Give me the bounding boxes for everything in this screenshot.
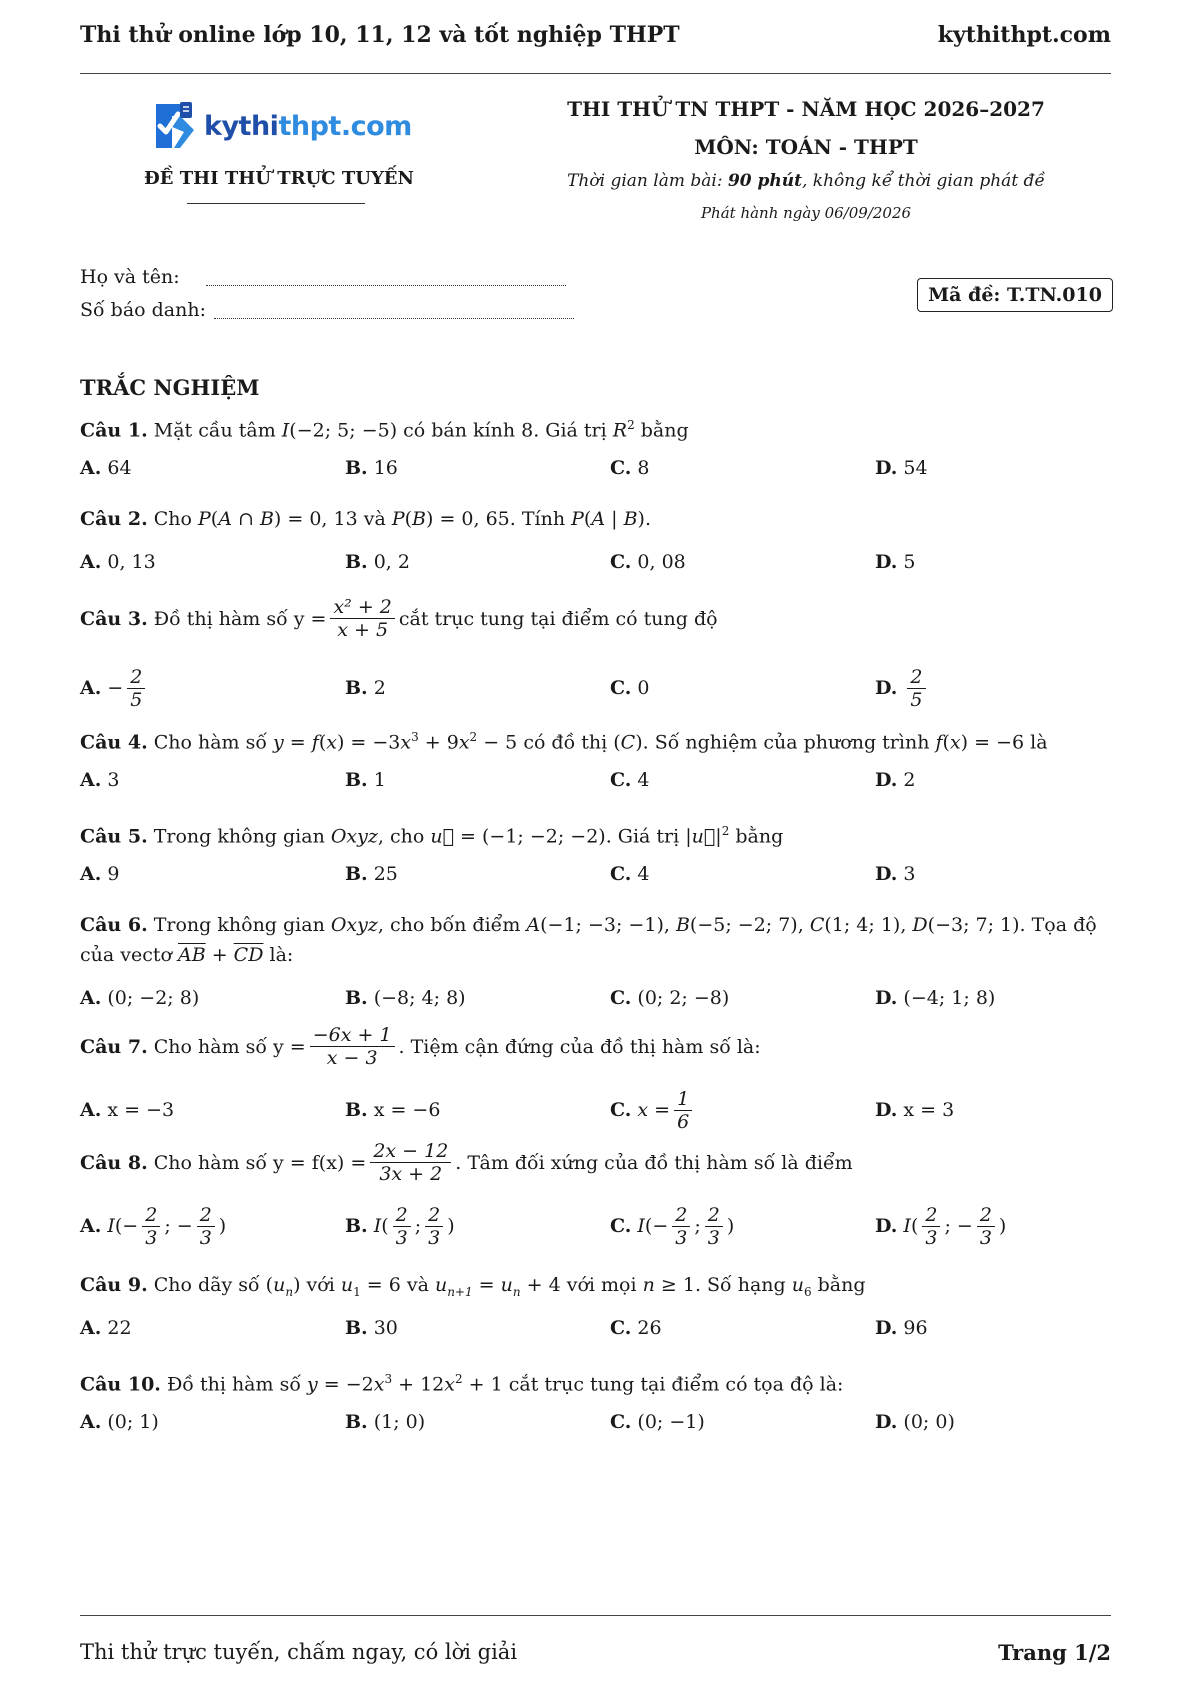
option-c[interactable]: C. I (− $\frac{2}{3}$ ; $\frac{2}{3}$ ) [610,1203,735,1249]
option-d[interactable]: D. $\frac{2}{5}$ [875,660,930,716]
question-8: Câu 8. Cho hàm số y = f(x) = $\frac{2x - 12}{3x + 2}$ . Tâm đối xứng của đồ thị hàm số là điểm [80,1140,853,1185]
logo-icon [150,100,198,152]
question-5: Câu 5. Trong không gian Oxyz, cho u⃗ = (−1; −2; −2). Giá trị $|u⃗|^2$ bằng [80,824,784,848]
exam-time: Thời gian làm bài: 90 phút, không kể thời gian phát đề [567,171,1045,191]
option-d[interactable]: D. I ( $\frac{2}{3}$ ; − $\frac{2}{3}$ ) [875,1203,1007,1249]
option-d[interactable]: D. (−4; 1; 8) [875,987,996,1009]
options-7 [80,1082,1111,1138]
option-a[interactable]: A. 9 [80,863,120,885]
options-5 [80,854,1111,894]
option-b[interactable]: B. 0, 2 [345,551,410,573]
option-d[interactable]: D. 96 [875,1317,928,1339]
id-field[interactable]: Số báo danh: [80,299,574,321]
subtitle-left: ĐỀ THI THỬ TRỰC TUYẾN [144,168,414,189]
option-c[interactable]: C. 4 [610,863,650,885]
option-c[interactable]: C. x = $\frac{1}{6}$ [610,1082,696,1138]
exam-subject: MÔN: TOÁN - THPT [694,135,918,159]
fraction: $\frac{\text{x² + 2}}{x + 5}$ [330,596,394,641]
option-d[interactable]: D. 2 [875,769,916,791]
header-divider [80,73,1111,74]
question-2: Câu 2. Cho P(A ∩ B) = 0, 13 và P(B) = 0, 65. Tính P(A | B). [80,508,651,530]
options-3 [80,660,1111,716]
options-8 [80,1198,1111,1254]
option-a[interactable]: A. 64 [80,457,132,479]
site-logo [150,100,420,152]
option-c[interactable]: C. 0, 08 [610,551,686,573]
option-b[interactable]: B. I ( $\frac{2}{3}$ ; $\frac{2}{3}$ ) [345,1203,455,1249]
page-number: Trang 1/2 [998,1640,1111,1665]
header-left-text: Thi thử online lớp 10, 11, 12 và tốt nghiệp THPT [80,22,680,48]
option-a[interactable]: A. (0; 1) [80,1411,159,1433]
option-d[interactable]: D. 3 [875,863,916,885]
option-a[interactable]: A. − $\frac{2}{5}$ [80,660,149,716]
section-title: TRẮC NGHIỆM [80,375,260,400]
question-3: Câu 3. Đồ thị hàm số y = $\frac{\text{x² + 2}}{x + 5}$ cắt trục tung tại điểm có tung độ [80,596,718,641]
options-9 [80,1308,1111,1348]
option-b[interactable]: B. 2 [345,677,386,699]
header-right-text: kythithpt.com [937,22,1111,48]
fraction: $\frac{-6x + 1}{x - 3}$ [310,1024,395,1069]
exam-issued: Phát hành ngày 06/09/2026 [700,204,912,222]
option-d[interactable]: D. 54 [875,457,928,479]
fraction: $\frac{2x - 12}{3x + 2}$ [370,1140,451,1185]
name-field[interactable]: Họ và tên: [80,266,566,288]
question-10: Câu 10. Đồ thị hàm số $y = -2x^3 + 12x^2 + 1$ cắt trục tung tại điểm có tọa độ là: [80,1372,844,1396]
option-c[interactable]: C. 8 [610,457,650,479]
option-d[interactable]: D. x = 3 [875,1099,955,1121]
option-a[interactable]: A. 3 [80,769,120,791]
options-2 [80,542,1111,582]
option-c[interactable]: C. (0; 2; −8) [610,987,730,1009]
exam-code-box: Mã đề: T.TN.010 [917,278,1113,312]
option-b[interactable]: B. (1; 0) [345,1411,426,1433]
options-10 [80,1402,1111,1442]
option-b[interactable]: B. x = −6 [345,1099,441,1121]
options-1 [80,448,1111,488]
exam-title: THI THỬ TN THPT - NĂM HỌC 2026–2027 [567,97,1045,121]
option-a[interactable]: A. 22 [80,1317,132,1339]
question-1: Câu 1. Mặt cầu tâm I(−2; 5; −5) có bán kính 8. Giá trị $R^2$ bằng [80,418,689,442]
question-4: Câu 4. Cho hàm số $y = f(x) = -3x^3 + 9x^2 - 5$ có đồ thị (C). Số nghiệm của phương trình f(x) = −6 là [80,730,1048,754]
option-b[interactable]: B. 25 [345,863,398,885]
option-a[interactable]: A. I (− $\frac{2}{3}$ ; − $\frac{2}{3}$ ) [80,1203,227,1249]
option-a[interactable]: A. (0; −2; 8) [80,987,200,1009]
subtitle-underline [187,203,365,204]
footer-divider [80,1615,1111,1616]
question-7: Câu 7. Cho hàm số y = $\frac{-6x + 1}{x - 3}$ . Tiệm cận đứng của đồ thị hàm số là: [80,1024,761,1069]
option-d[interactable]: D. (0; 0) [875,1411,955,1433]
option-b[interactable]: B. 30 [345,1317,398,1339]
option-c[interactable]: C. 26 [610,1317,662,1339]
option-b[interactable]: B. (−8; 4; 8) [345,987,466,1009]
option-c[interactable]: C. 0 [610,677,650,699]
logo-text: kythithpt.com [204,110,412,142]
question-9: Câu 9. Cho dãy số $(u_n)$ với $u_1 = 6$ và $u_{n+1} = u_n + 4$ với mọi n ≥ 1. Số hạng $u_6$ bằng [80,1274,866,1299]
option-b[interactable]: B. 1 [345,769,386,791]
option-a[interactable]: A. x = −3 [80,1099,175,1121]
option-b[interactable]: B. 16 [345,457,398,479]
footer-left-text: Thi thử trực tuyến, chấm ngay, có lời giải [80,1640,518,1664]
question-6: Câu 6. Trong không gian Oxyz, cho bốn điểm A(−1; −3; −1), B(−5; −2; 7), C(1; 4; 1), D(−3; 7; 1). Tọa độ của vectơ $\overline{AB} + \overline{CD}$ là: [80,914,1097,966]
option-c[interactable]: C. 4 [610,769,650,791]
option-a[interactable]: A. 0, 13 [80,551,156,573]
option-c[interactable]: C. (0; −1) [610,1411,705,1433]
option-d[interactable]: D. 5 [875,551,916,573]
options-6 [80,978,1111,1018]
options-4 [80,760,1111,800]
